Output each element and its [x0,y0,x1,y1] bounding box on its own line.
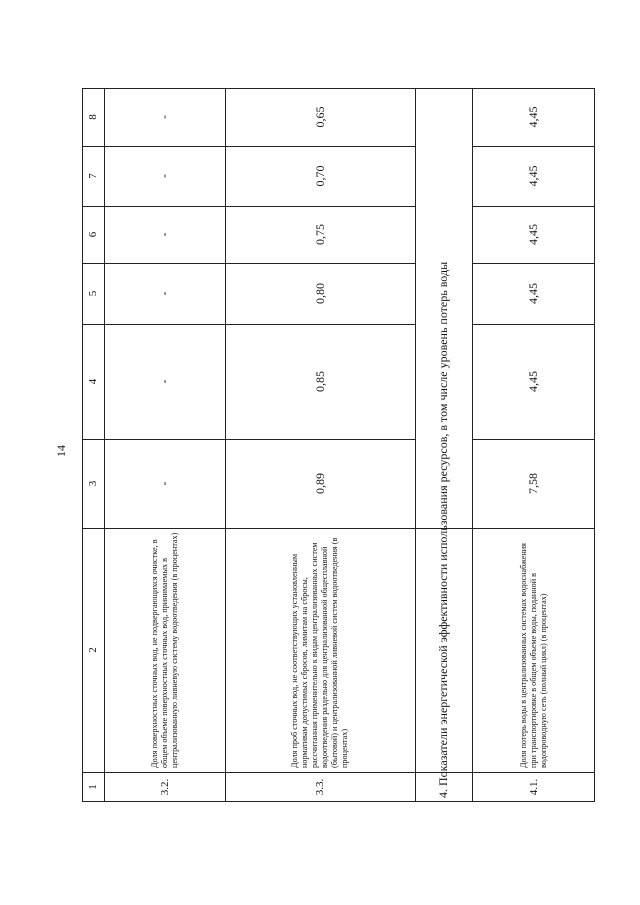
row-4-1-value: 4,45 [526,106,540,128]
header-col-6: 6 [87,231,99,238]
row-3-3-value: 0,75 [312,224,327,245]
row-3-3-value: 0,85 [312,371,327,392]
row-3-2-value: - [157,481,171,486]
indicator-table [82,88,595,802]
row-3-3-value: 0,70 [312,165,327,187]
row-4-1-value: 7,58 [526,473,540,494]
header-col-1: 1 [87,784,99,790]
row-4-1-number: 4.1. [527,778,540,796]
header-col-5: 5 [87,290,99,297]
row-3-2-value: - [157,115,171,119]
header-col-4: 4 [87,378,99,385]
row-3-3-value: 0,80 [312,283,327,304]
row-3-2-value: - [157,379,171,384]
header-col-8: 8 [87,114,99,120]
header-col-7: 7 [87,173,99,179]
row-3-2-number: 3.2. [158,778,171,796]
row-3-2-value: - [157,232,171,237]
header-col-3: 3 [87,480,99,487]
row-4-1-value: 4,45 [526,371,540,392]
row-3-2-value: - [157,174,171,178]
row-4-1-value: 4,45 [526,165,540,187]
row-3-3-value: 0,89 [312,473,327,494]
row-4-1-value: 4,45 [526,224,540,245]
section-title: 4. Показатели энергетической эффективности использования ресурсов, в том числе уровень потерь воды [436,261,450,798]
row-3-2-value: - [157,291,171,296]
row-3-3-number: 3.3. [314,778,326,796]
row-3-3-value: 0,65 [312,106,327,128]
page-number: 14 [54,445,68,457]
row-3-3-description: Доля проб сточных вод, не соответствующих установленным нормативам допустимых сбросов, лимитам на сбросы, рассчитанная применительно к видам централизованных систем водоотведения раздельно для централизованной общесплавной (бытовой) и централизованной ливневой систем водоотведения (в процентах) [290,537,349,768]
row-4-1-description: Доля потерь воды в централизованных системах водоснабжения при транспортировке в общем объеме воды, поданной в водопроводную сеть (полный цикл) (в процентах) [518,543,548,768]
header-col-2: 2 [87,647,99,653]
row-4-1-value: 4,45 [526,283,540,304]
row-3-2-description: Доля поверхностных сточных вод, не подвергающихся очистке, в общем объеме поверхностных сточных вод, принимаемых в централизованную ливневую систему водоотведения (в процентах) [149,532,179,768]
